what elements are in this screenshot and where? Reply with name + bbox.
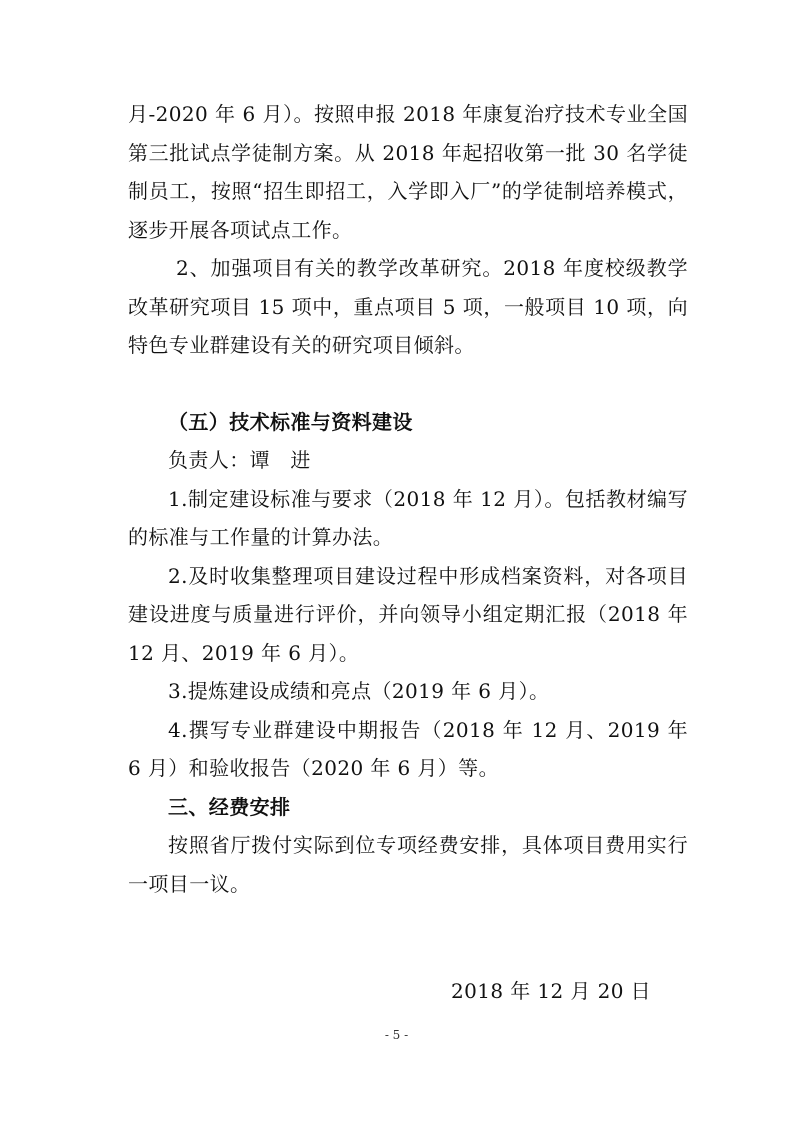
list-item: 1.制定建设标准与要求（2018 年 12 月）。包括教材编写的标准与工作量的计算办法。 <box>128 486 688 549</box>
page-number: - 5 - <box>384 1028 409 1042</box>
document-date: 2018 年 12 月 20 日 <box>451 979 651 1003</box>
section-heading-funding: 三、经费安排 <box>168 794 291 819</box>
document-body <box>128 95 688 1003</box>
paragraph-teaching-reform: 2、加强项目有关的教学改革研究。2018 年度校级教学改革研究项目 15 项中，重点项目 5 项，一般项目 10 项，向特色专业群建设有关的研究项目倾斜。 <box>128 256 688 357</box>
list-item: 4.撰写专业群建设中期报告（2018 年 12 月、2019 年 6 月）和验收报告（2020 年 6 月）等。 <box>128 717 688 780</box>
list-item: 2.及时收集整理项目建设过程中形成档案资料，对各项目建设进度与质量进行评价，并向领导小组定期汇报（2018 年 12 月、2019 年 6 月）。 <box>128 563 688 665</box>
paragraph-funding: 按照省厅拨付实际到位专项经费安排，具体项目费用实行一项目一议。 <box>128 833 688 896</box>
list-item: 3.提炼建设成绩和亮点（2019 年 6 月）。 <box>168 679 550 703</box>
responsible-person: 负责人：谭 进 <box>168 448 311 472</box>
paragraph-apprenticeship: 月-2020 年 6 月）。按照申报 2018 年康复治疗技术专业全国第三批试点学徒制方案。从 2018 年起招收第一批 30 名学徒制员工，按照“招生即招工，入学即入厂”的学徒制培养模式，逐步开展各项试点工作。 <box>128 102 688 242</box>
section-heading-technical-standards: （五）技术标准与资料建设 <box>168 409 413 434</box>
